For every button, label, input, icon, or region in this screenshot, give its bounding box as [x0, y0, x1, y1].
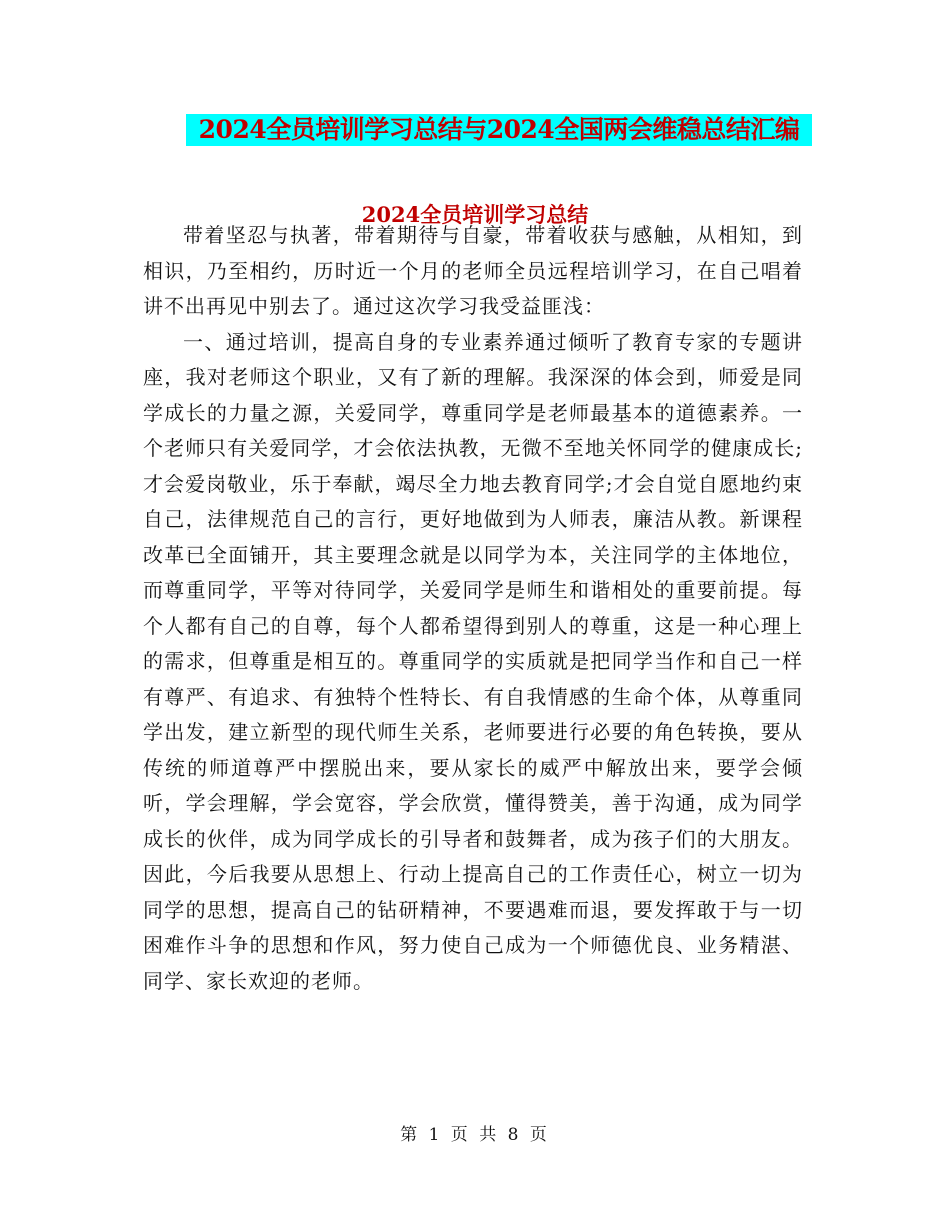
section-title: 2024全员培训学习总结 [361, 202, 589, 227]
page-footer: 第 1 页 共 8 页 [400, 1125, 550, 1145]
document-body [143, 218, 803, 999]
document-title-highlight [186, 114, 812, 146]
document-title: 2024全员培训学习总结与2024全国两会维稳总结汇编 [198, 115, 800, 144]
paragraph-intro: 带着坚忍与执著，带着期待与自豪，带着收获与感触，从相知，到相识，乃至相约，历时近一个月的老师全员远程培训学习，在自己唱着讲不出再见中别去了。通过这次学习我受益匪浅： [143, 223, 803, 318]
paragraph-section-one: 一、通过培训，提高自身的专业素养通过倾听了教育专家的专题讲座，我对老师这个职业，又有了新的理解。我深深的体会到，师爱是同学成长的力量之源，关爱同学，尊重同学是老师最基本的道德素养。一个老师只有关爱同学，才会依法执教，无微不至地关怀同学的健康成长;才会爱岗敬业，乐于奉献，竭尽全力地去教育同学;才会自觉自愿地约束自己，法律规范自己的言行，更好地做到为人师表，廉洁从教。新课程改革已全面铺开，其主要理念就是以同学为本，关注同学的主体地位，而尊重同学，平等对待同学，关爱同学是师生和谐相处的重要前提。每个人都有自己的自尊，每个人都希望得到别人的尊重，这是一种心理上的需求，但尊重是相互的。尊重同学的实质就是把同学当作和自己一样有尊严、有追求、有独特个性特长、有自我情感的生命个体，从尊重同学出发，建立新型的现代师生关系，老师要进行必要的角色转换，要从传统的师道尊严中摆脱出来，要从家长的威严中解放出来，要学会倾听，学会理解，学会宽容，学会欣赏，懂得赞美，善于沟通，成为同学成长的伙伴，成为同学成长的引导者和鼓舞者，成为孩子们的大朋友。因此，今后我要从思想上、行动上提高自己的工作责任心，树立一切为同学的思想，提高自己的钻研精神，不要遇难而退，要发挥敢于与一切困难作斗争的思想和作风，努力使自己成为一个师德优良、业务精湛、同学、家长欢迎的老师。 [143, 329, 803, 993]
